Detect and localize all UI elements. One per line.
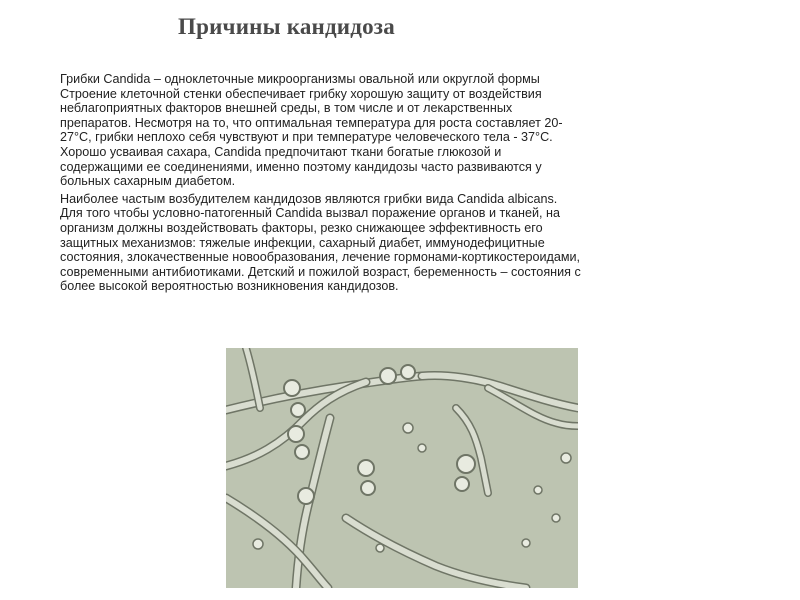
text-line: Наиболее частым возбудителем кандидозов являются грибки вида Candida albicans. [60,191,558,206]
yeast-cell [376,544,384,552]
text-line: более высокой вероятностью возникновения кандидозов. [60,279,399,294]
text-line: 27°C, грибки неплохо себя чувствуют и при температуре человеческого тела - 37°C. [60,130,553,145]
text-line: защитных механизмов: тяжелые инфекции, сахарный диабет, иммунодефицитные [60,235,545,250]
yeast-cell [401,365,415,379]
text-line: содержащими ее соединениями, именно поэтому кандидозы часто развиваются у [60,159,542,174]
yeast-cell [295,445,309,459]
yeast-cell [534,486,542,494]
yeast-cell [552,514,560,522]
micrograph-illustration [226,348,578,588]
text-line: неблагоприятных факторов внешней среды, в том числе и от лекарственных [60,101,513,116]
yeast-cell [418,444,426,452]
paragraph-1 [60,72,720,189]
yeast-cell [522,539,530,547]
yeast-cell [291,403,305,417]
yeast-cell [298,488,314,504]
text-line: Грибки Candida – одноклеточные микроорганизмы овальной или округлой формы [60,72,540,86]
yeast-cell [253,539,263,549]
body-text [60,72,720,297]
yeast-cell [403,423,413,433]
text-line: препаратов. Несмотря на то, что оптимальная температура для роста составляет 20- [60,115,563,130]
yeast-cell [455,477,469,491]
yeast-cell [457,455,475,473]
text-line: Для того чтобы условно-патогенный Candida вызвал поражение органов и тканей, на [60,206,560,221]
candida-micrograph [226,348,578,588]
slide-title: Причины кандидоза [178,14,395,39]
yeast-cell [288,426,304,442]
text-line: больных сахарным диабетом. [60,174,236,189]
text-line: Строение клеточной стенки обеспечивает грибку хорошую защиту от воздействия [60,86,542,101]
text-line: организм должны воздействовать факторы, резко снижающее эффективность его [60,220,543,235]
yeast-cell [361,481,375,495]
yeast-cell [358,460,374,476]
text-line: состояния, злокачественные новообразования, лечение гормонами-кортикостероидами, [60,250,581,265]
yeast-cell [284,380,300,396]
text-line: Хорошо усваивая сахара, Candida предпочитают ткани богатые глюкозой и [60,144,502,159]
yeast-cell [561,453,571,463]
yeast-cell [380,368,396,384]
text-line: современными антибиотиками. Детский и пожилой возраст, беременность – состояния с [60,264,581,279]
paragraph-2 [60,192,720,294]
